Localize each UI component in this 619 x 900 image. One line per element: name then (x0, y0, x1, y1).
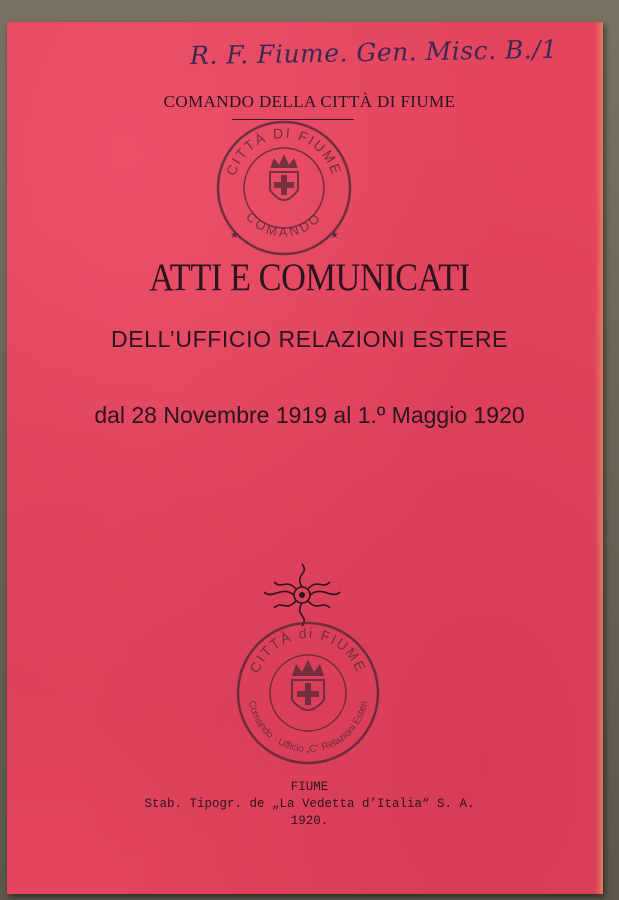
subtitle: DELL’UFFICIO RELAZIONI ESTERE (111, 326, 508, 352)
imprint-city: FIUME (290, 780, 329, 794)
stamp-bottom-upper-text: CITTÀ di FIUME (246, 624, 370, 676)
svg-text:CITTÀ DI FIUME (223, 125, 345, 178)
cover-edge (595, 22, 603, 894)
svg-text:COMANDO (243, 209, 325, 239)
stamp-top-upper-text: CITTÀ DI FIUME (222, 124, 346, 178)
svg-text:★: ★ (330, 230, 339, 241)
city-of-fiume-stamp-top (210, 118, 358, 258)
main-title: ATTI E COMUNICATI (149, 256, 470, 299)
svg-text:★: ★ (230, 230, 239, 241)
imprint-year: 1920. (290, 814, 329, 828)
crown-shield-emblem-icon (292, 660, 324, 710)
command-heading: COMANDO DELLA CITTÀ DI FIUME (163, 92, 456, 111)
imprint-printer: Stab. Tipogr. de „La Vedetta d’Italia“ S. A. (144, 797, 475, 811)
crown-shield-emblem-icon (270, 154, 298, 200)
stamp-bottom-lower-text: Comando · Ufficio „C“ Relazioni Esteri (245, 699, 371, 756)
foreign-relations-office-stamp (234, 620, 382, 766)
date-range: dal 28 Novembre 1919 al 1.º Maggio 1920 (94, 402, 525, 428)
handwritten-shelfmark: R. F. Fiume. Gen. Misc. B./1 (189, 34, 558, 71)
stamp-top-lower-text: COMANDO (243, 208, 325, 240)
